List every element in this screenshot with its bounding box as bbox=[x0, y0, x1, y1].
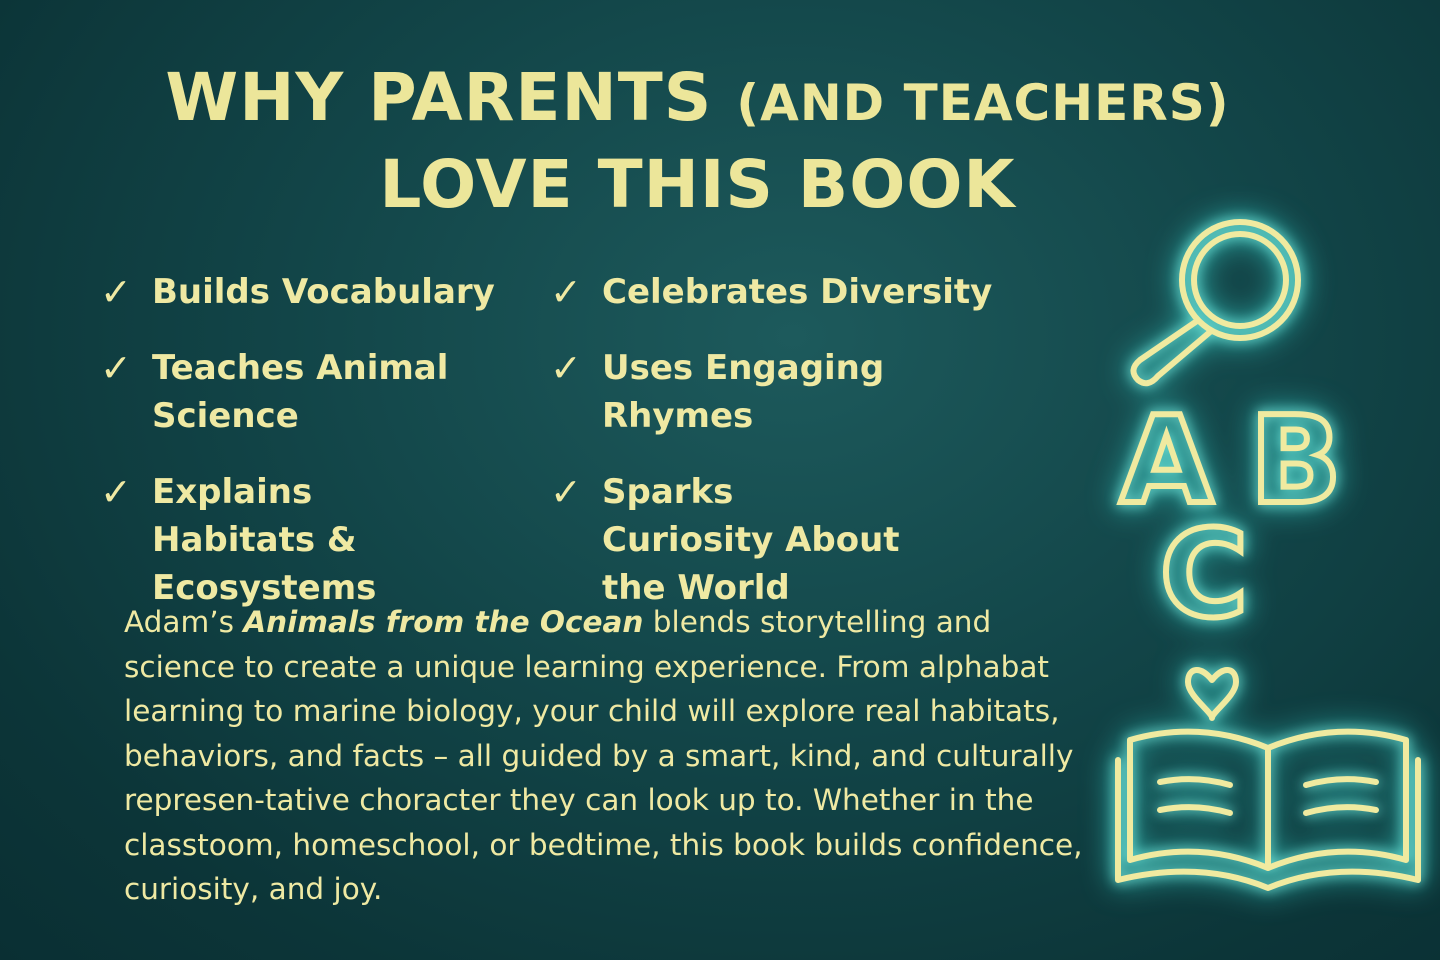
check-icon: ✓ bbox=[550, 470, 582, 514]
open-book-icon bbox=[1118, 732, 1418, 888]
benefit-item bbox=[100, 268, 550, 316]
neon-icon-stack bbox=[1100, 220, 1430, 940]
benefit-item bbox=[550, 344, 1000, 440]
headline-line-1 bbox=[0, 58, 1395, 143]
benefit-item bbox=[550, 468, 1000, 612]
check-icon: ✓ bbox=[100, 470, 132, 514]
benefit-text: Sparks Curiosity About the World bbox=[602, 472, 900, 608]
description-paragraph bbox=[124, 600, 1104, 912]
benefit-text: Teaches Animal Science bbox=[152, 348, 449, 436]
book-title: Animals from the Ocean bbox=[243, 605, 644, 639]
headline-line-2: LOVE THIS BOOK bbox=[379, 146, 1016, 223]
check-icon: ✓ bbox=[550, 270, 582, 314]
benefit-text: Builds Vocabulary bbox=[152, 272, 495, 312]
benefits-column-right bbox=[550, 268, 1000, 640]
letter-b: B bbox=[1250, 392, 1342, 531]
description-body: blends storytelling and science to create a unique learning experience. From alphabat learning to marine biology, your child will explore real habitats, behaviors, and facts – all guided by a smart, kind, and culturally represen-tative choracter they can look up to. Whether in the classtoom, homeschool, or bedtime, this book builds confidence, curiosity, and joy. bbox=[124, 605, 1083, 906]
headline-parenthetical: (AND TEACHERS) bbox=[736, 74, 1230, 132]
benefit-item bbox=[100, 468, 550, 612]
magnifier-icon bbox=[1133, 222, 1298, 383]
benefit-item bbox=[100, 344, 550, 440]
neon-icons-svg bbox=[1100, 220, 1430, 940]
headline bbox=[0, 58, 1395, 227]
benefit-item bbox=[550, 268, 1000, 316]
letter-a: A bbox=[1120, 392, 1213, 531]
letter-c: C bbox=[1160, 506, 1249, 645]
benefits-list bbox=[100, 268, 1000, 640]
check-icon: ✓ bbox=[100, 270, 132, 314]
benefit-text: Celebrates Diversity bbox=[602, 272, 993, 312]
headline-main: WHY PARENTS bbox=[165, 59, 713, 136]
benefit-text: Uses Engaging Rhymes bbox=[602, 348, 885, 436]
benefits-column-left bbox=[100, 268, 550, 640]
check-icon: ✓ bbox=[550, 346, 582, 390]
benefit-text: Explains Habitats & Ecosystems bbox=[152, 472, 377, 608]
check-icon: ✓ bbox=[100, 346, 132, 390]
heart-icon bbox=[1188, 670, 1236, 718]
description-prefix: Adam’s bbox=[124, 605, 234, 639]
